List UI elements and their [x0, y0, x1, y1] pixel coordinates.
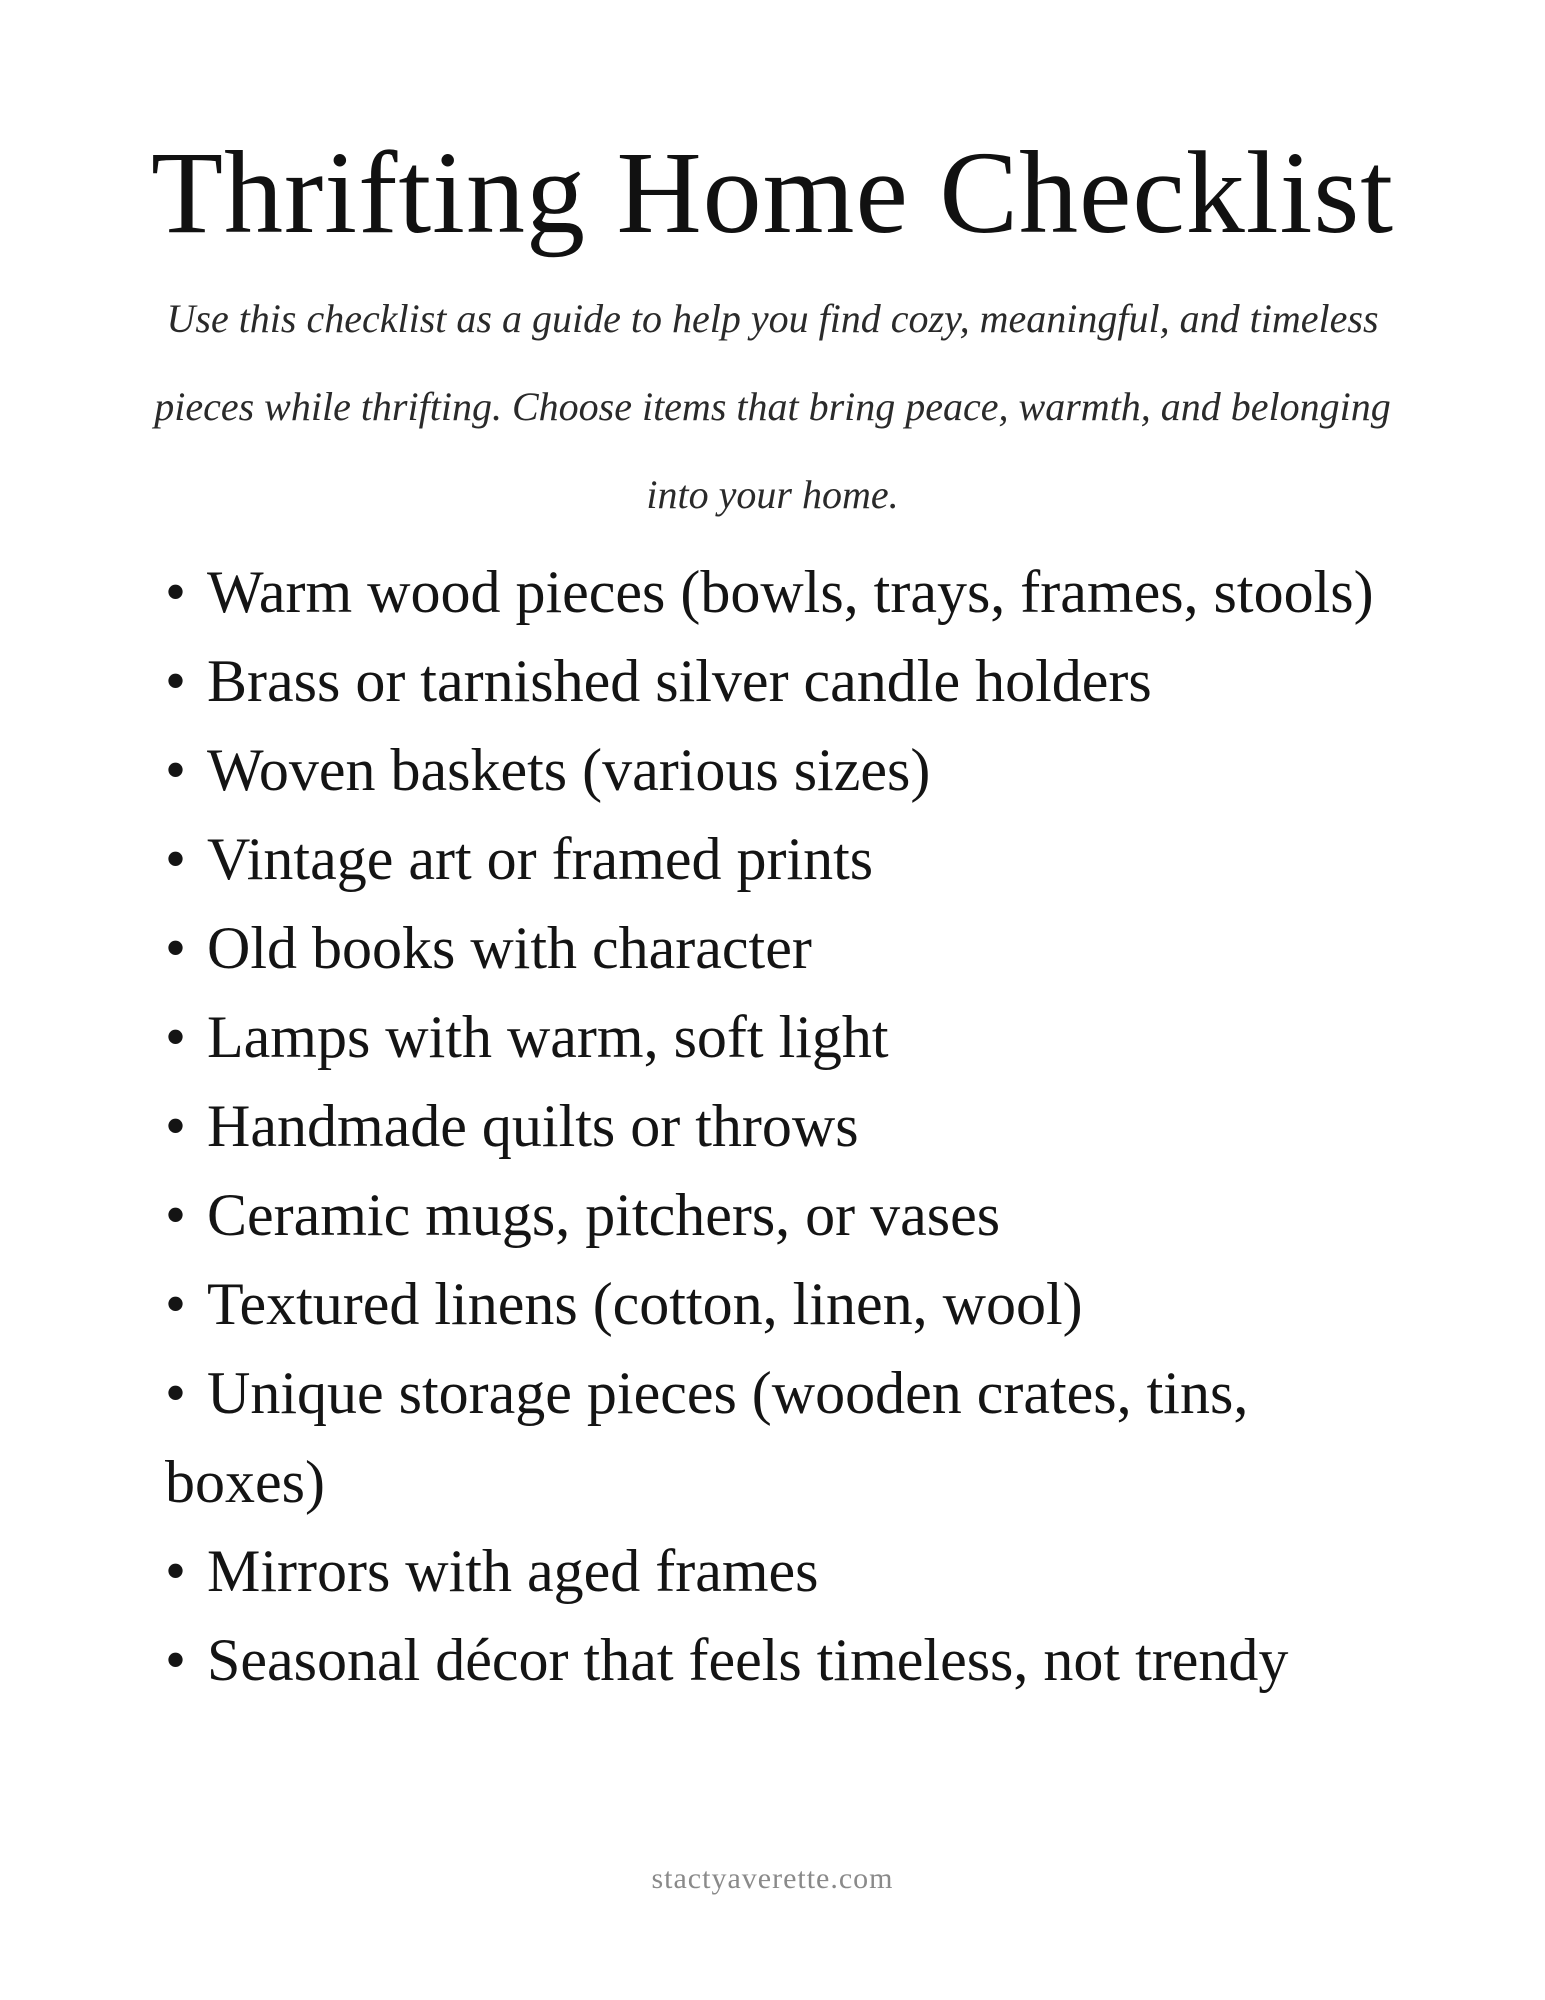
list-item-text: Seasonal décor that feels timeless, not trendy [207, 1627, 1289, 1693]
bullet-icon: • [165, 1004, 187, 1070]
list-item-text: Brass or tarnished silver candle holders [207, 648, 1152, 714]
bullet-icon: • [165, 648, 187, 714]
list-item-text: Ceramic mugs, pitchers, or vases [207, 1182, 1001, 1248]
list-item [165, 1171, 1395, 1260]
footer-website: stactyaverette.com [651, 1862, 894, 1895]
bullet-icon: • [165, 737, 187, 803]
list-item [165, 1349, 1395, 1527]
list-item [165, 993, 1395, 1082]
bullet-icon: • [165, 1093, 187, 1159]
list-item [165, 815, 1395, 904]
list-item [165, 637, 1395, 726]
list-item [165, 548, 1395, 637]
list-item-text: Textured linens (cotton, linen, wool) [207, 1271, 1083, 1337]
bullet-icon: • [165, 1271, 187, 1337]
bullet-icon: • [165, 826, 187, 892]
checklist [165, 548, 1395, 1705]
intro-text: Use this checklist as a guide to help you find cozy, meaningful, and timeless pieces while thrifting. Choose items that bring peace, warmth, and belonging into your home. [154, 296, 1391, 517]
list-item [165, 904, 1395, 993]
page-title: Thrifting Home Checklist [150, 127, 1395, 258]
list-item [165, 1082, 1395, 1171]
list-item [165, 1260, 1395, 1349]
list-item-text: Handmade quilts or throws [207, 1093, 859, 1159]
list-item-text: Old books with character [207, 915, 812, 981]
list-item-text: Warm wood pieces (bowls, trays, frames, stools) [207, 559, 1374, 625]
list-item-text: Woven baskets (various sizes) [207, 737, 931, 803]
bullet-icon: • [165, 915, 187, 981]
bullet-icon: • [165, 1627, 187, 1693]
list-item-text: Lamps with warm, soft light [207, 1004, 889, 1070]
bullet-icon: • [165, 559, 187, 625]
list-item [165, 726, 1395, 815]
list-item [165, 1527, 1395, 1616]
list-item-text: Vintage art or framed prints [207, 826, 874, 892]
list-item [165, 1616, 1395, 1705]
list-item-text: Unique storage pieces (wooden crates, tins, boxes) [165, 1360, 1249, 1515]
list-item-text: Mirrors with aged frames [207, 1538, 819, 1604]
bullet-icon: • [165, 1182, 187, 1248]
bullet-icon: • [165, 1538, 187, 1604]
bullet-icon: • [165, 1360, 187, 1426]
